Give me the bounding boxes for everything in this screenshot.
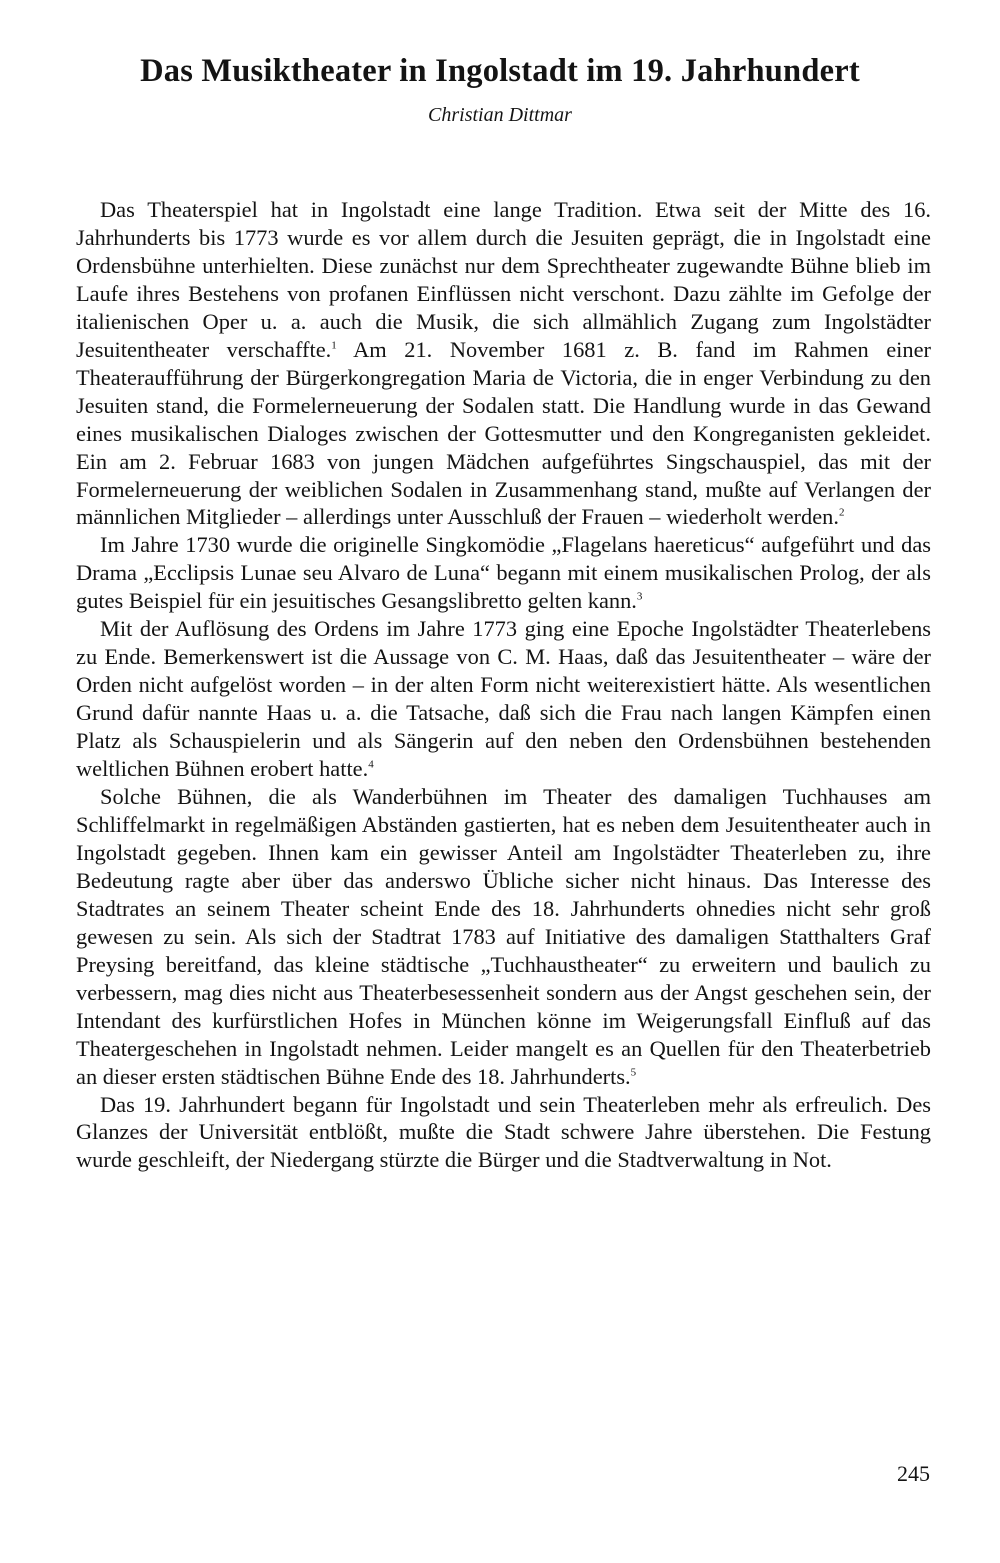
page-number: 245 (897, 1461, 930, 1486)
footnote-marker: 2 (838, 507, 845, 520)
paragraph-text: Am 21. November 1681 z. B. fand im Rahmen einer Theateraufführung der Bürgerkongregation Maria de Victoria, die in enger Verbindung zu den Jesuiten stand, die Formelerneuerung der Sodalen statt. Die Handlung wurde in das Gewand eines musikalischen Dialoges zwischen der Gottesmutter und den Kongreganisten gekleidet. Ein am 2. Februar 1683 von jungen Mädchen aufgeführtes Singschauspiel, das mit der Formelerneuerung der weiblichen Sodalen in Zusammenhang stand, mußte auf Verlangen der männlichen Mitglieder – allerdings unter Ausschluß der Frauen – wiederholt werden. (76, 336, 931, 530)
paragraph-text: Das Theaterspiel hat in Ingolstadt eine lange Tradition. Etwa seit der Mitte des 16. Jahrhunderts bis 1773 wurde es vor allem durch die Jesuiten geprägt, die in Ingolstadt eine Ordensbühne unterhielten. Diese zunächst nur dem Sprechtheater zugewandte Bühne blieb im Laufe ihres Bestehens von profanen Einflüssen nicht verschont. Dazu zählte im Gefolge der italienischen Oper u. a. auch die Musik, die sich allmählich Zugang zum Ingolstädter Jesuitentheater verschaffte. (76, 197, 931, 362)
paragraph-text: Solche Bühnen, die als Wanderbühnen im Theater des damaligen Tuchhauses am Schliffelmarkt in regelmäßigen Abständen gastierten, hat es neben dem Jesuitentheater auch in Ingolstadt gegeben. Ihnen kam ein gewisser Anteil am Ingolstädter Theaterleben zu, ihre Bedeutung ragte aber über das anderswo Übliche sicher nicht hinaus. Das Interesse des Stadtrates an seinem Theater scheint Ende des 18. Jahrhunderts ohnedies nicht sehr groß gewesen zu sein. Als sich der Stadtrat 1783 auf Initiative des damaligen Statthalters Graf Preysing bereitfand, das kleine städtische „Tuchhaustheater“ zu erweitern und baulich zu verbessern, mag dies nicht aus Theaterbesessenheit sondern aus der Angst geschehen sein, der Intendant des kurfürstlichen Hofes in München könne im Weigerungsfall Einfluß auf das Theatergeschehen in Ingolstadt nehmen. Leider mangelt es an Quellen für den Theaterbetrieb an dieser ersten städtischen Bühne Ende des 18. Jahrhunderts. (76, 784, 931, 1089)
footnote-marker: 1 (331, 339, 337, 352)
paragraph-text: Das 19. Jahrhundert begann für Ingolstadt und sein Theaterleben mehr als erfreulich. Des Glanzes der Universität entblößt, mußte die Stadt schwere Jahre überstehen. Die Festung wurde geschleift, der Niedergang stürzte die Bürger und die Stadtverwaltung in Not. (76, 1091, 931, 1173)
paragraph (76, 1091, 931, 1175)
paragraph-text: Im Jahre 1730 wurde die originelle Singkomödie „Flagelans haereticus“ aufgeführt und das Drama „Ecclipsis Lunae seu Alvaro de Luna“ begann mit einem musikalischen Prolog, der als gutes Beispiel für ein jesuitisches Gesangslibretto gelten kann. (76, 532, 931, 614)
paragraph (76, 783, 931, 1090)
footnote-marker: 4 (368, 758, 374, 771)
article-title: Das Musiktheater in Ingolstadt im 19. Jahrhundert (140, 53, 860, 89)
article-author: Christian Dittmar (428, 104, 572, 126)
paragraph (76, 615, 931, 783)
article-body (76, 196, 931, 1174)
paragraph (76, 196, 931, 531)
footnote-marker: 3 (636, 590, 643, 603)
paragraph-text: Mit der Auflösung des Ordens im Jahre 1773 ging eine Epoche Ingolstädter Theaterlebens zu Ende. Bemerkenswert ist die Aussage von C. M. Haas, daß das Jesuitentheater – wäre der Orden nicht aufgelöst worden – in der alten Form nicht weiterexistiert hätte. Als wesentlichen Grund dafür nannte Haas u. a. die Tatsache, daß sich die Frau nach langen Kämpfen einen Platz als Schauspielerin und als Sängerin auf den neben den Ordensbühnen bestehenden weltlichen Bühnen erobert hatte. (76, 616, 931, 782)
paragraph (76, 531, 931, 615)
footnote-marker: 5 (630, 1066, 637, 1079)
